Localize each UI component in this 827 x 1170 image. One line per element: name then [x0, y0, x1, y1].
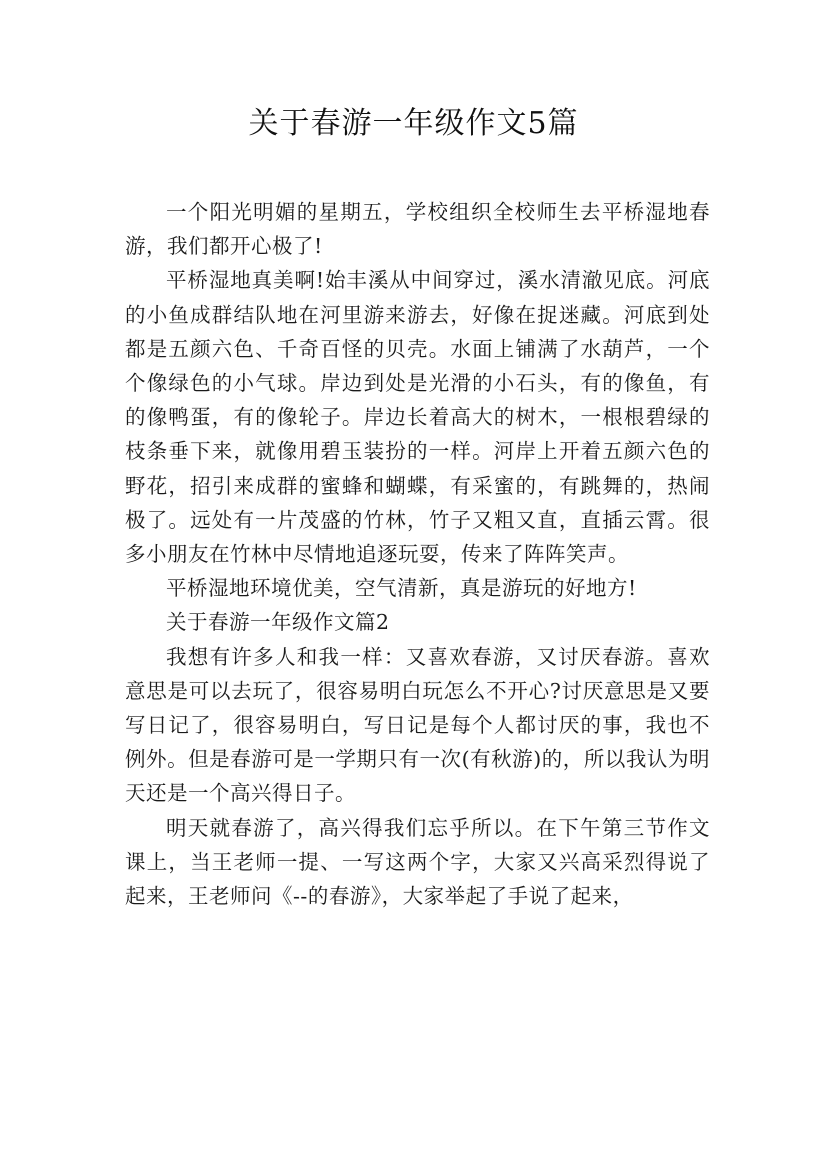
document-body: [125, 195, 710, 913]
paragraph: 一个阳光明媚的星期五，学校组织全校师生去平桥湿地春游，我们都开心极了!: [125, 200, 710, 259]
document-title: 关于春游一年级作文5篇: [248, 106, 579, 141]
section-heading: 关于春游一年级作文篇2: [166, 610, 390, 635]
paragraph: 平桥湿地环境优美，空气清新，真是游玩的好地方!: [166, 576, 637, 601]
paragraph: 平桥湿地真美啊!始丰溪从中间穿过，溪水清澈见底。河底的小鱼成群结队地在河里游来游去，好像在捉迷藏。河底到处都是五颜六色、千奇百怪的贝壳。水面上铺满了水葫芦，一个个像绿色的小气球。岸边到处是光滑的小石头，有的像鱼，有的像鸭蛋，有的像轮子。岸边长着高大的树木，一根根碧绿的枝条垂下来，就像用碧玉装扮的一样。河岸上开着五颜六色的野花，招引来成群的蜜蜂和蝴蝶，有采蜜的，有跳舞的，热闹极了。远处有一片茂盛的竹林，竹子又粗又直，直插云霄。很多小朋友在竹林中尽情地追逐玩耍，传来了阵阵笑声。: [125, 268, 710, 567]
paragraph: 我想有许多人和我一样：又喜欢春游，又讨厌春游。喜欢意思是可以去玩了，很容易明白玩怎么不开心?讨厌意思是又要写日记了，很容易明白，写日记是每个人都讨厌的事，我也不例外。但是春游可是一学期只有一次(有秋游)的，所以我认为明天还是一个高兴得日子。: [125, 644, 710, 806]
paragraph: 明天就春游了，高兴得我们忘乎所以。在下午第三节作文课上，当王老师一提、一写这两个字，大家又兴高采烈得说了起来，王老师问《--的春游》，大家举起了手说了起来，: [125, 815, 710, 909]
